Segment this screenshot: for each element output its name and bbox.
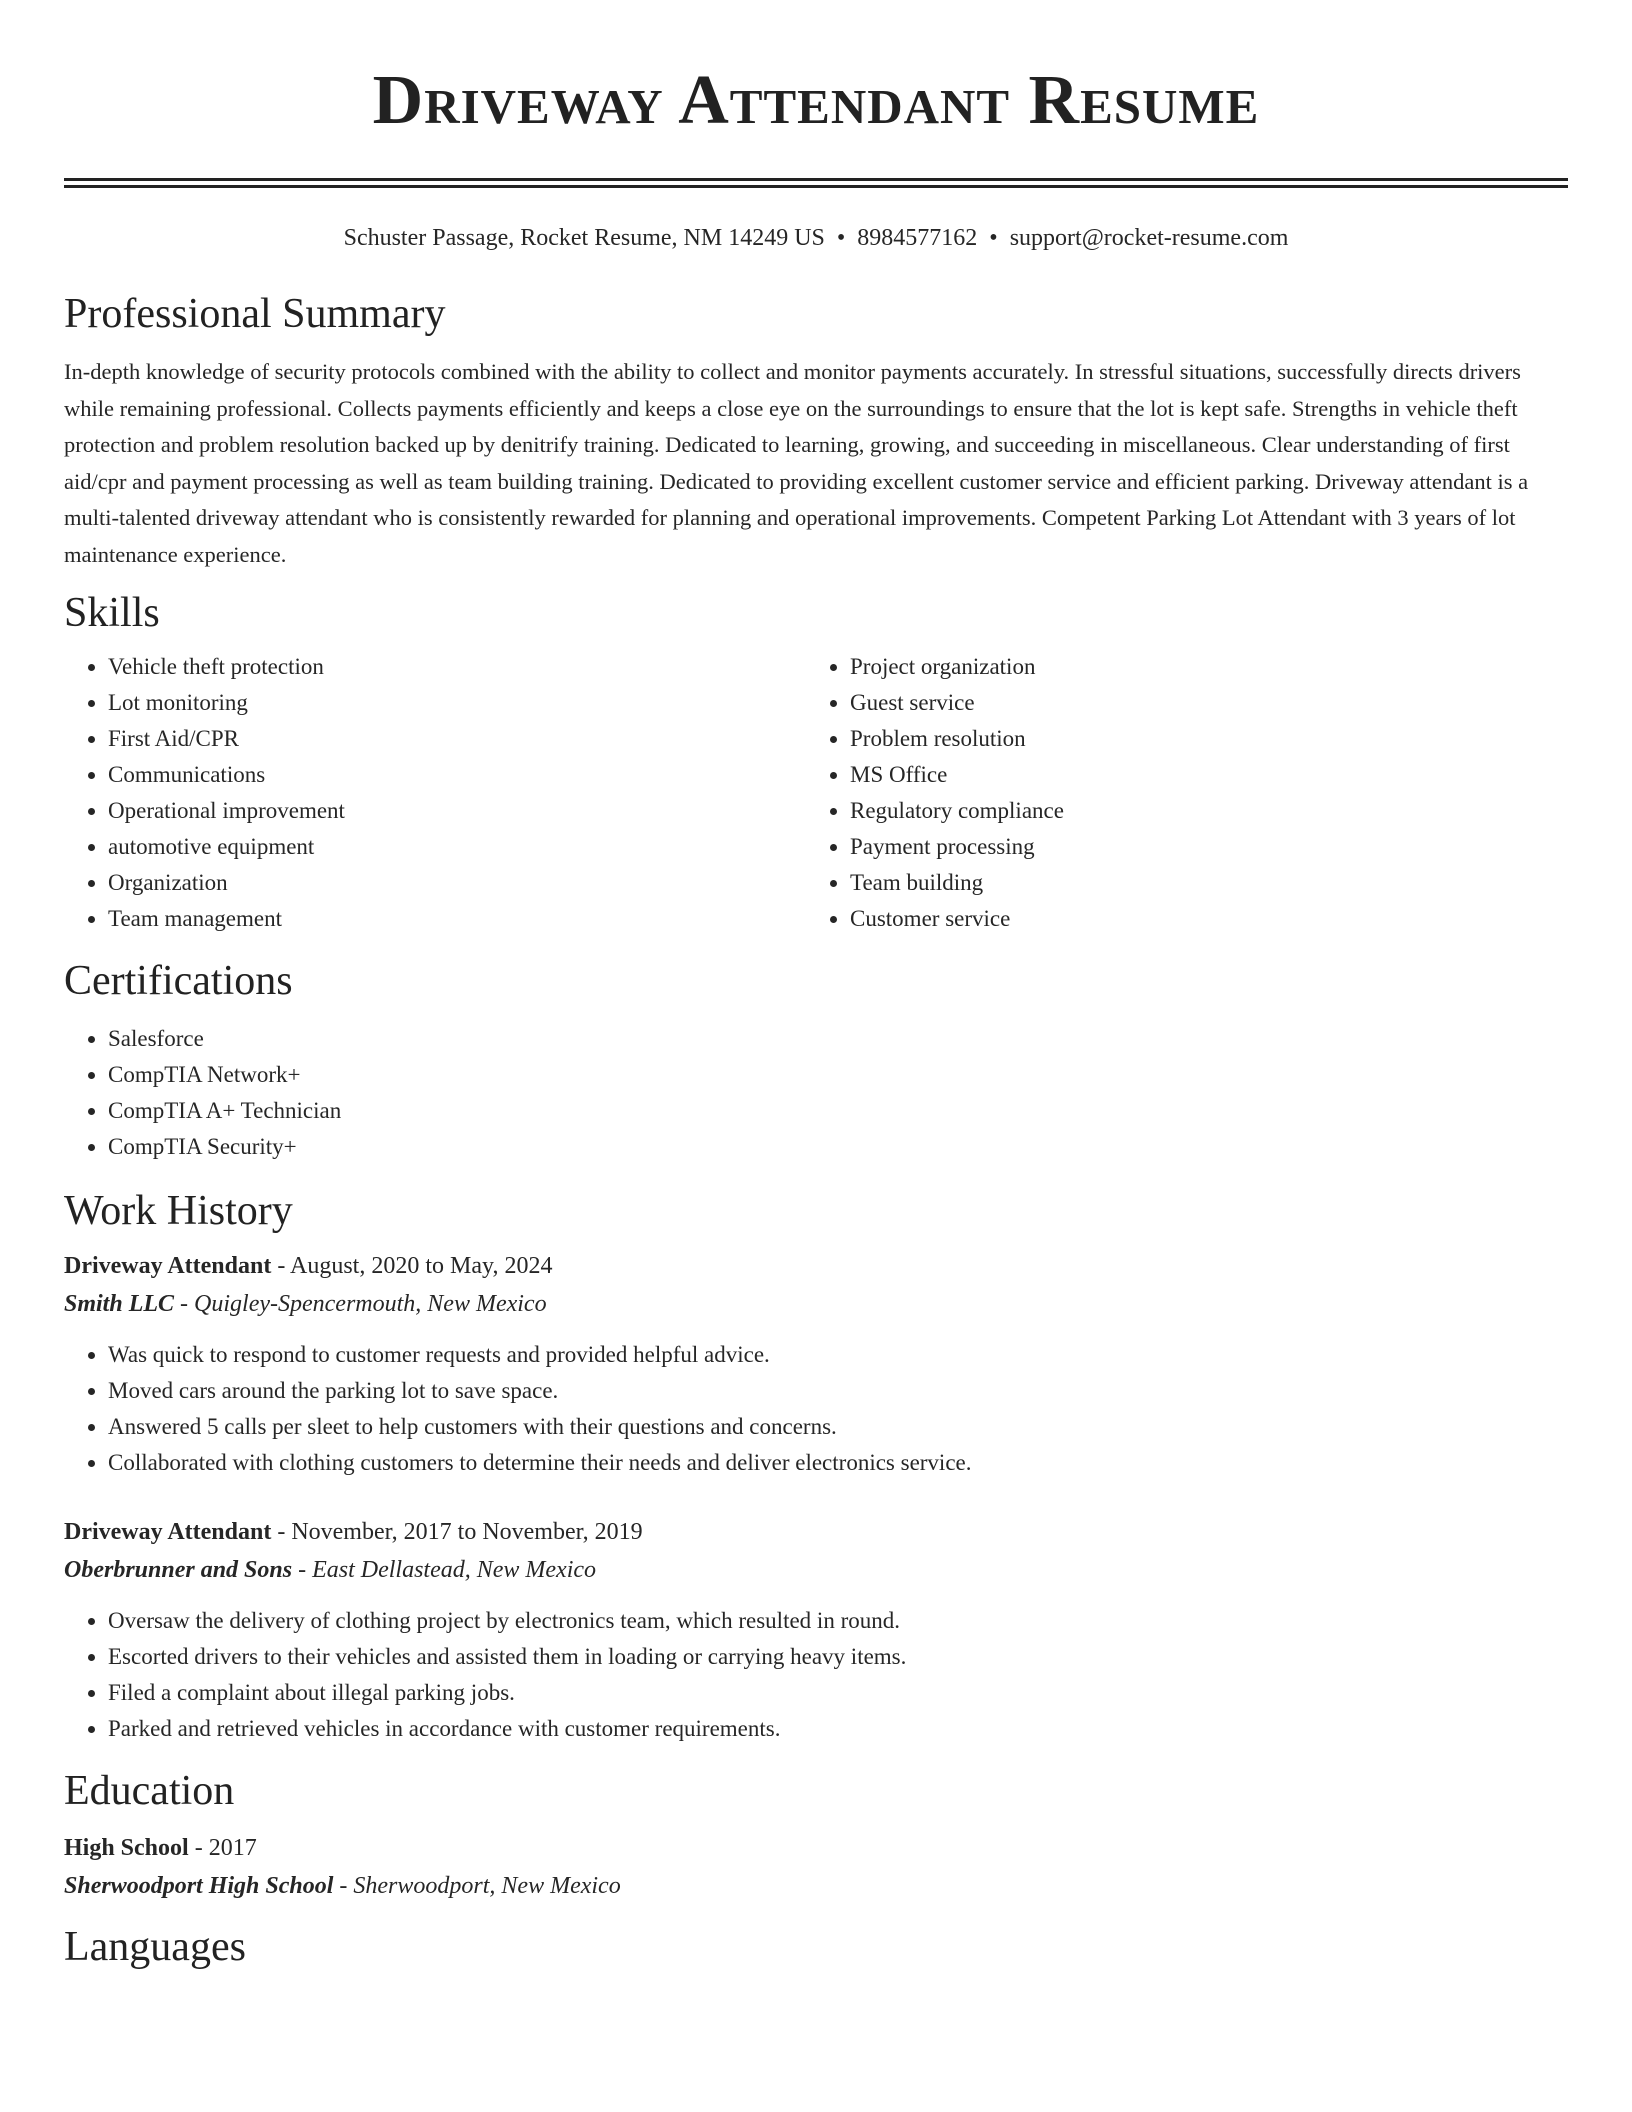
job-duty: • Moved cars around the parking lot to save space. [108, 1373, 1568, 1409]
certification-item: • CompTIA Security+ [108, 1129, 1568, 1165]
contact-separator: • [989, 225, 998, 251]
contact-email: support@rocket-resume.com [1009, 225, 1289, 251]
job-duties-list [64, 1337, 1568, 1481]
job-duty: • Escorted drivers to their vehicles and assisted them in loading or carrying heavy items. [108, 1639, 1568, 1675]
skills-list-left [64, 649, 806, 937]
skill-item: • Lot monitoring [108, 685, 806, 721]
skill-item: • Communications [108, 757, 806, 793]
job-entry [64, 1513, 1568, 1747]
skill-item: • Payment processing [850, 829, 1548, 865]
degree-year: - 2017 [188, 1835, 257, 1861]
skill-item: • First Aid/CPR [108, 721, 806, 757]
skill-item: • MS Office [850, 757, 1548, 793]
skill-item: • automotive equipment [108, 829, 806, 865]
employer-line [64, 1285, 1568, 1323]
job-title-line [64, 1247, 1568, 1285]
title-double-rule [64, 178, 1568, 188]
education-heading: Education [64, 1768, 235, 1814]
job-dates: - August, 2020 to May, 2024 [271, 1253, 553, 1279]
job-duty: • Was quick to respond to customer requests and provided helpful advice. [108, 1337, 1568, 1373]
contact-phone: 8984577162 [857, 225, 978, 251]
degree-line [64, 1829, 1568, 1867]
job-title: Driveway Attendant [64, 1253, 272, 1279]
skill-item: • Organization [108, 865, 806, 901]
job-entry [64, 1247, 1568, 1481]
school-location: - Sherwoodport, New Mexico [333, 1873, 621, 1899]
certification-item: • Salesforce [108, 1021, 1568, 1057]
certifications-heading: Certifications [64, 958, 293, 1004]
job-dates: - November, 2017 to November, 2019 [271, 1519, 643, 1545]
work-history-heading: Work History [64, 1188, 293, 1234]
job-duty: • Answered 5 calls per sleet to help customers with their questions and concerns. [108, 1409, 1568, 1445]
skill-item: • Team building [850, 865, 1548, 901]
skill-item: • Problem resolution [850, 721, 1548, 757]
employer-location: - Quigley-Spencermouth, New Mexico [174, 1291, 547, 1317]
employer-name: Oberbrunner and Sons [64, 1557, 293, 1583]
job-duty: • Collaborated with clothing customers to determine their needs and deliver electronics service. [108, 1445, 1568, 1481]
contact-separator: • [836, 225, 846, 251]
employer-line [64, 1551, 1568, 1589]
summary-heading: Professional Summary [64, 291, 446, 337]
certification-item: • CompTIA Network+ [108, 1057, 1568, 1093]
skill-item: • Guest service [850, 685, 1548, 721]
school-name: Sherwoodport High School [64, 1873, 334, 1899]
job-duty: • Oversaw the delivery of clothing project by electronics team, which resulted in round. [108, 1603, 1568, 1639]
job-duty: • Parked and retrieved vehicles in accordance with customer requirements. [108, 1711, 1568, 1747]
employer-name: Smith LLC [64, 1291, 175, 1317]
languages-heading: Languages [64, 1924, 246, 1970]
skills-heading: Skills [64, 590, 160, 636]
job-duties-list [64, 1603, 1568, 1747]
certification-item: • CompTIA A+ Technician [108, 1093, 1568, 1129]
resume-title: Driveway Attendant Resume [372, 62, 1260, 139]
summary-paragraph: In-depth knowledge of security protocols combined with the ability to collect and monitor payments accurately. In stressful situations, successfully directs drivers while remaining professional. Collects payments efficiently and keeps a close eye on the surroundings to ensure that the lot is kept safe. Strengths in vehicle theft protection and problem resolution backed up by denitrify training. Dedicated to learning, growing, and succeeding in miscellaneous. Clear understanding of first aid/cpr and payment processing as well as team building training. Dedicated to providing excellent customer service and efficient parking. Driveway attendant is a multi-talented driveway attendant who is consistently rewarded for planning and operational improvements. Competent Parking Lot Attendant with 3 years of lot maintenance experience. [64, 359, 1529, 567]
job-title: Driveway Attendant [64, 1519, 272, 1545]
degree-name: High School [64, 1835, 189, 1861]
job-duty: • Filed a complaint about illegal parking jobs. [108, 1675, 1568, 1711]
skill-item: • Vehicle theft protection [108, 649, 806, 685]
skill-item: • Team management [108, 901, 806, 937]
skills-columns [64, 649, 1568, 937]
skill-item: • Regulatory compliance [850, 793, 1548, 829]
contact-line [64, 222, 1568, 254]
skill-item: • Customer service [850, 901, 1548, 937]
contact-address: Schuster Passage, Rocket Resume, NM 14249 US [343, 225, 825, 251]
job-title-line [64, 1513, 1568, 1551]
skill-item: • Operational improvement [108, 793, 806, 829]
education-entry [64, 1829, 1568, 1905]
school-line [64, 1867, 1568, 1905]
skill-item: • Project organization [850, 649, 1548, 685]
certifications-list [64, 1021, 1568, 1165]
employer-location: - East Dellastead, New Mexico [292, 1557, 597, 1583]
skills-list-right [806, 649, 1548, 937]
